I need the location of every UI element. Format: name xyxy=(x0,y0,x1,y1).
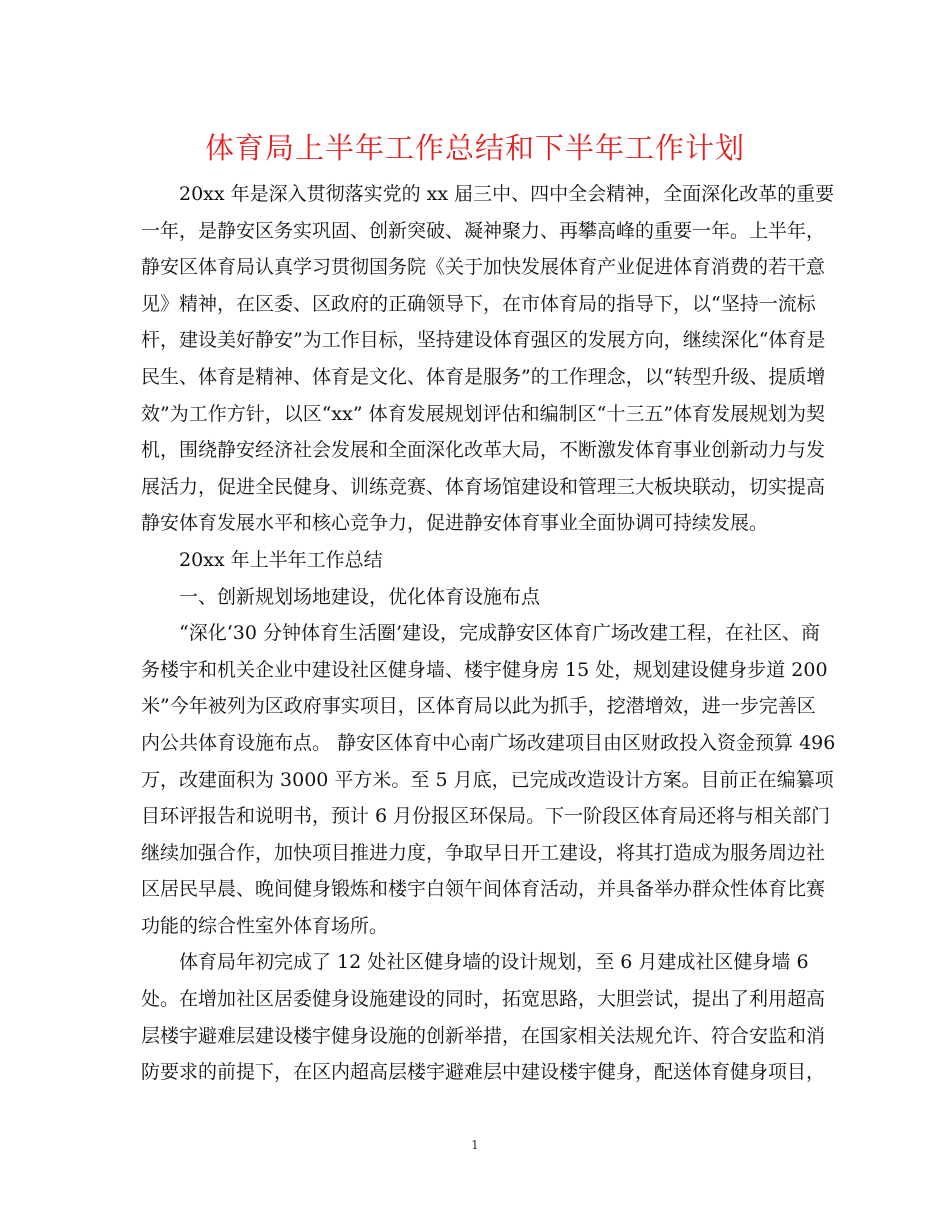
document-body xyxy=(141,176,836,1091)
text-line: 务楼宇和机关企业中建设社区健身墙、楼宇健身房 15 处，规划建设健身步道 200 xyxy=(141,658,828,681)
text-line: 展活力，促进全民健身、训练竞赛、体育场馆建设和管理三大板块联动，切实提高 xyxy=(141,475,826,498)
text-line: 民生、体育是精神、体育是文化、体育是服务”的工作理念，以“转型升级、提质增 xyxy=(141,365,826,388)
text-line: 体育局年初完成了 12 处社区健身墙的设计规划，至 6 月建成社区健身墙 6 xyxy=(179,951,809,974)
text-line: 万，改建面积为 3000 平方米。至 5 月底，已完成改造设计方案。目前正在编纂项 xyxy=(141,768,834,791)
paragraph-intro xyxy=(141,176,835,542)
paragraph-sports-circle xyxy=(141,615,836,944)
text-line: 米”今年被列为区政府事实项目，区体育局以此为抓手，挖潜增效，进一步完善区 xyxy=(141,695,816,718)
paragraph-fitness-walls xyxy=(141,944,826,1090)
text-line: “深化‘30 分钟体育生活圈’建设，完成静安区体育广场改建工程，在社区、商 xyxy=(179,622,821,645)
section-heading-summary xyxy=(141,542,812,579)
text-line: 见》精神，在区委、区政府的正确领导下，在市体育局的指导下，以“坚持一流标 xyxy=(141,292,816,315)
text-line: 20xx 年是深入贯彻落实党的 xx 届三中、四中全会精神，全面深化改革的重要 xyxy=(179,183,835,205)
text-line: 层楼宇避难层建设楼宇健身设施的创新举措，在国家相关法规允许、符合安监和消 xyxy=(141,1024,826,1047)
document-title: 体育局上半年工作总结和下半年工作计划 xyxy=(204,131,745,165)
text-line: 静安区体育局认真学习贯彻国务院《关于加快发展体育产业促进体育消费的若干意 xyxy=(141,256,826,279)
text-line: 20xx 年上半年工作总结 xyxy=(179,548,383,571)
text-line: 目环评报告和说明书，预计 6 月份报区环保局。下一阶段区体育局还将与相关部门 xyxy=(141,805,831,828)
text-line: 内公共体育设施布点。 静安区体育中心南广场改建项目由区财政投入资金预算 496 xyxy=(141,731,836,754)
text-line: 一、创新规划场地建设，优化体育设施布点 xyxy=(179,585,541,608)
text-line: 区居民早晨、晚间健身锻炼和楼宇白领午间体育活动，并具备举办群众性体育比赛 xyxy=(141,878,826,901)
section-heading-facilities xyxy=(141,579,812,616)
text-line: 效”为工作方针，以区“xx” 体育发展规划评估和编制区“十三五”体育发展规划为契 xyxy=(141,402,826,425)
text-line: 功能的综合性室外体育场所。 xyxy=(141,914,389,937)
text-line: 静安体育发展水平和核心竞争力，促进静安体育事业全面协调可持续发展。 xyxy=(141,512,769,535)
text-line: 机，围绕静安经济社会发展和全面深化改革大局，不断激发体育事业创新动力与发 xyxy=(141,439,826,462)
page-number: 1 xyxy=(471,1138,479,1152)
text-line: 防要求的前提下，在区内超高层楼宇避难层中建设楼宇健身，配送体育健身项目， xyxy=(141,1061,826,1084)
text-line: 一年，是静安区务实巩固、创新突破、凝神聚力、再攀高峰的重要一年。上半年， xyxy=(141,219,826,242)
text-line: 杆，建设美好静安”为工作目标，坚持建设体育强区的发展方向，继续深化“体育是 xyxy=(141,329,826,352)
text-line: 处。在增加社区居委健身设施建设的同时，拓宽思路，大胆尝试，提出了利用超高 xyxy=(141,988,826,1011)
text-line: 继续加强合作，加快项目推进力度，争取早日开工建设，将其打造成为服务周边社 xyxy=(141,841,826,864)
